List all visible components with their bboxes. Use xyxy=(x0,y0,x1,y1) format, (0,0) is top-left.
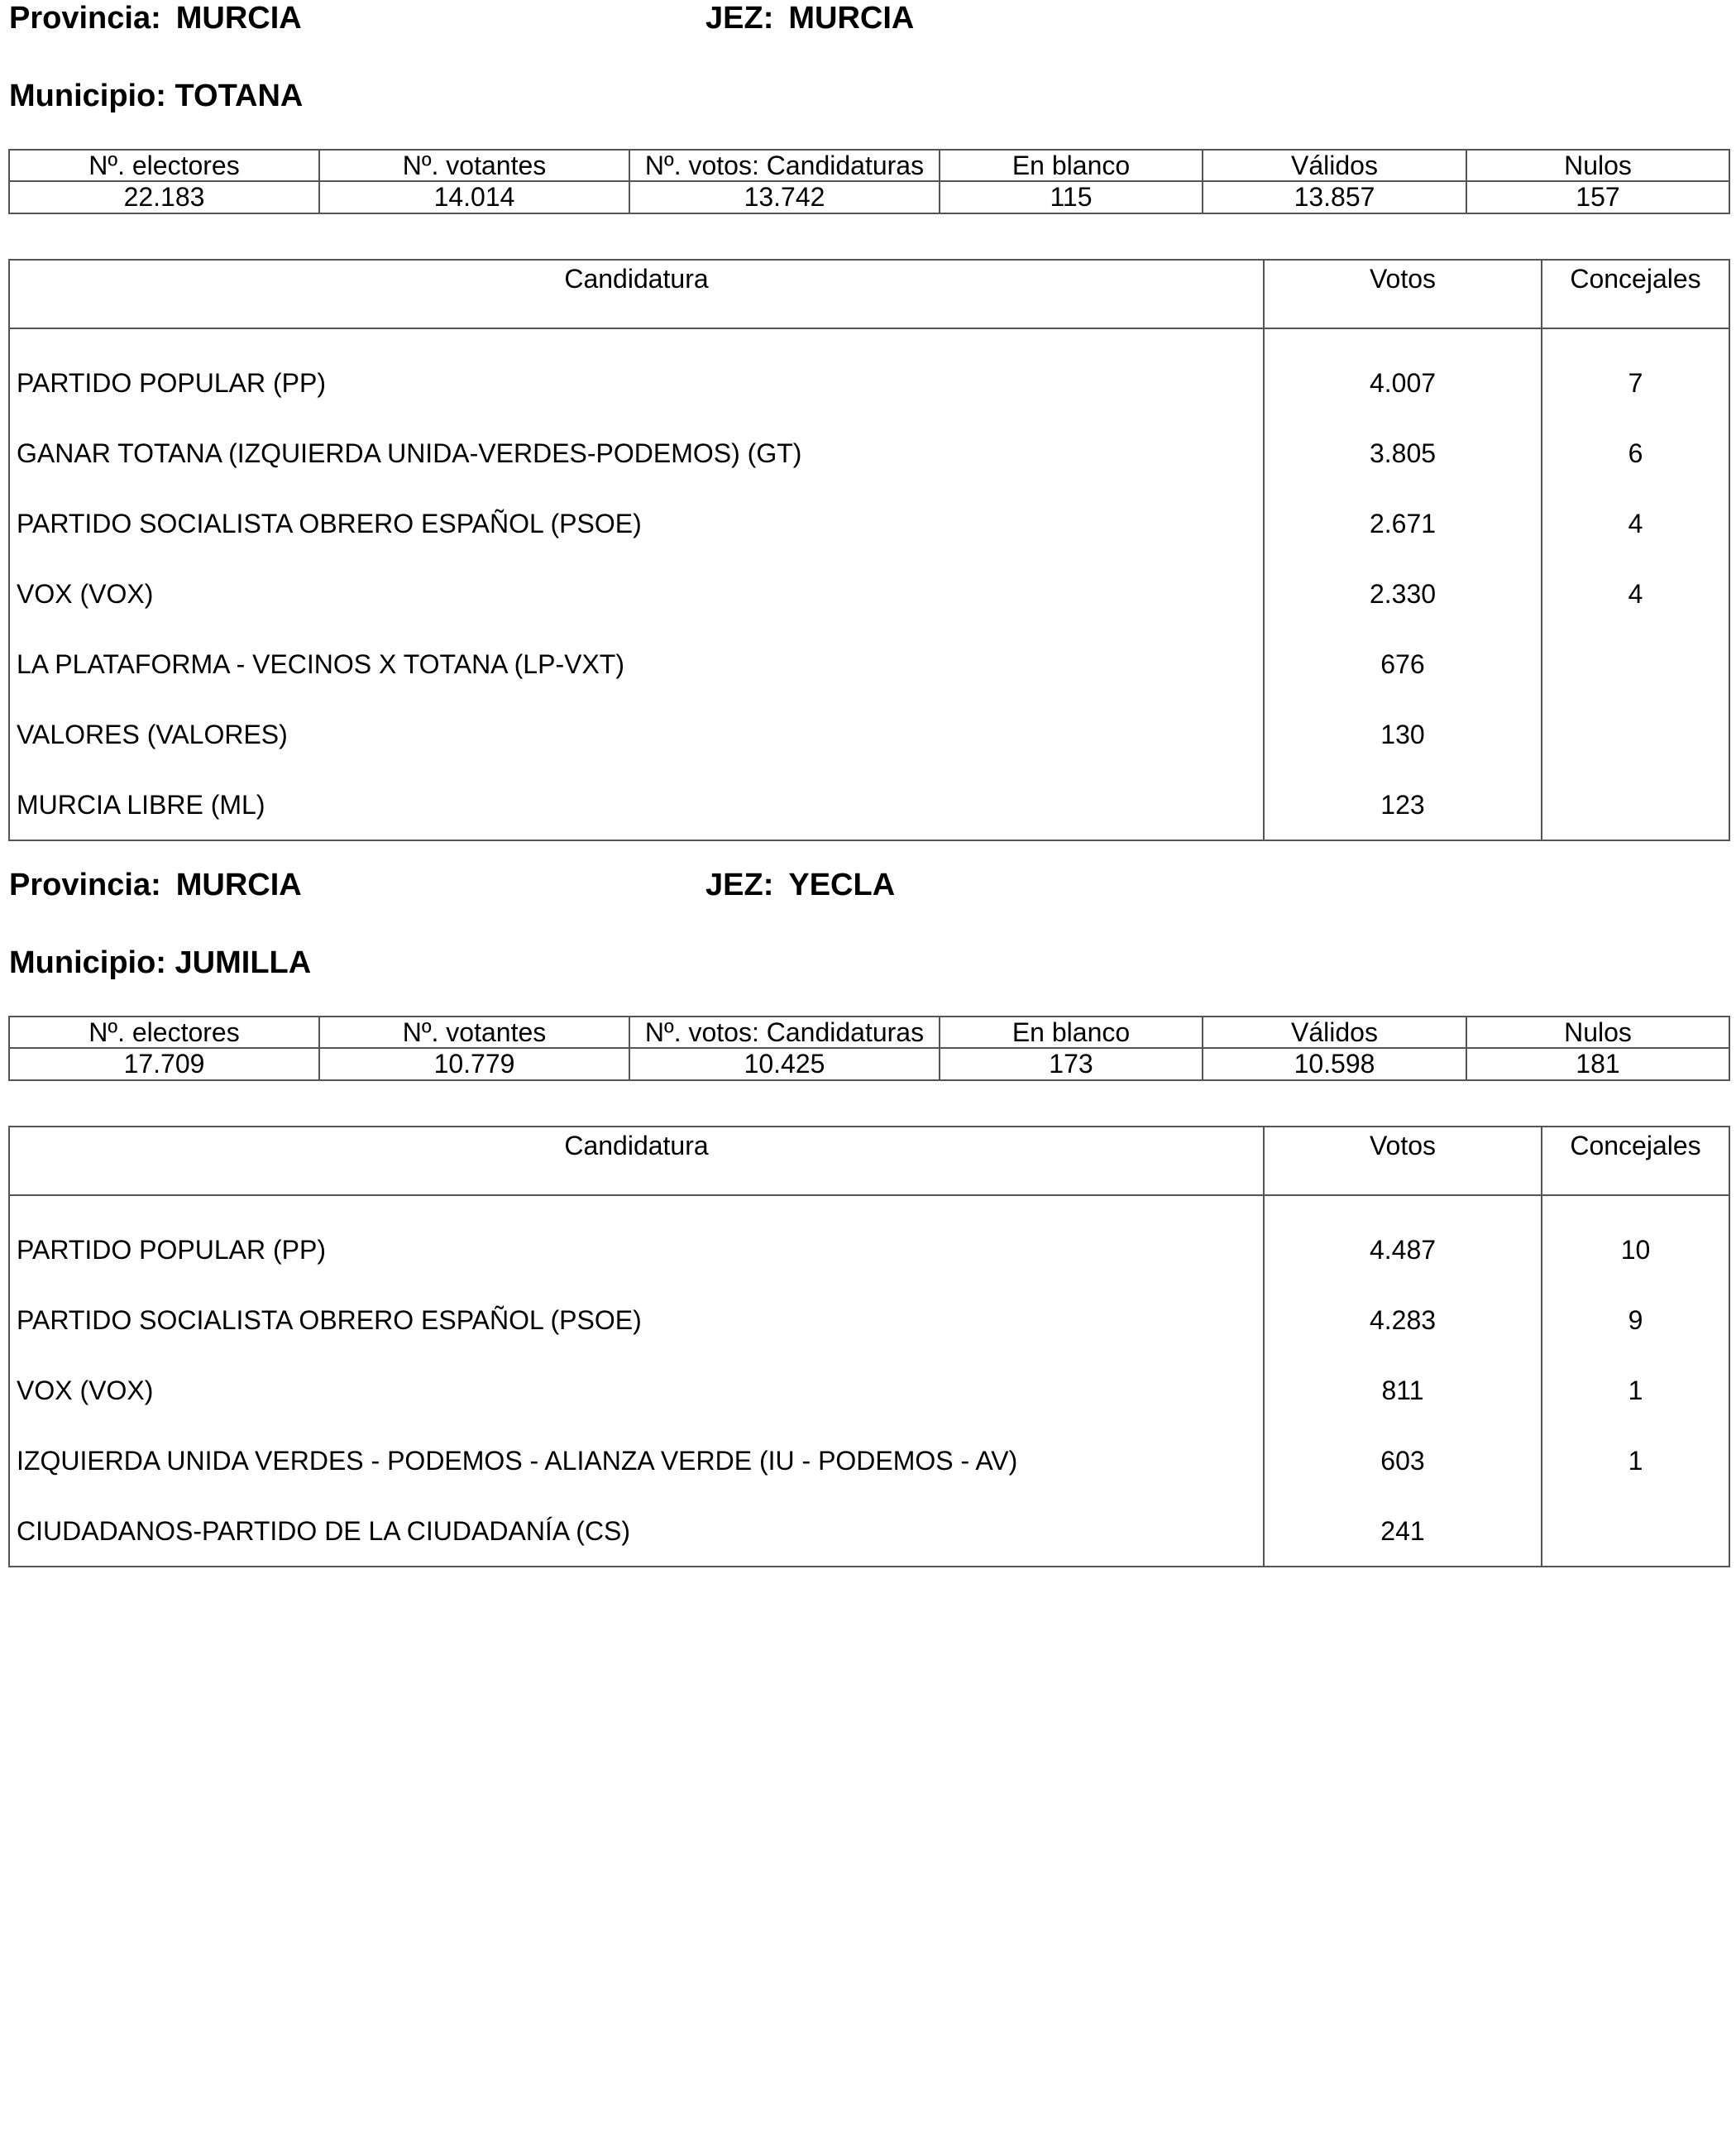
candidates-header-row xyxy=(9,1127,1729,1195)
candidate-votes: 2.330 xyxy=(1264,558,1542,629)
summary-value: 22.183 xyxy=(9,181,319,213)
table-row xyxy=(9,488,1729,558)
summary-value-row xyxy=(9,1048,1729,1080)
summary-header: Nulos xyxy=(1466,150,1729,181)
votos-header: Votos xyxy=(1264,260,1542,328)
summary-value: 157 xyxy=(1466,181,1729,213)
candidate-seats xyxy=(1542,1495,1729,1567)
summary-value: 173 xyxy=(940,1048,1203,1080)
candidate-name: CIUDADANOS-PARTIDO DE LA CIUDADANÍA (CS) xyxy=(9,1495,1264,1567)
summary-header: Nº. votos: Candidaturas xyxy=(629,1017,940,1048)
candidate-name: PARTIDO POPULAR (PP) xyxy=(9,328,1264,418)
summary-value: 13.857 xyxy=(1203,181,1466,213)
candidatura-header: Candidatura xyxy=(9,1127,1264,1195)
candidate-name: IZQUIERDA UNIDA VERDES - PODEMOS - ALIANZA VERDE (IU - PODEMOS - AV) xyxy=(9,1425,1264,1495)
candidate-seats: 10 xyxy=(1542,1195,1729,1285)
municipio-label: Municipio: xyxy=(9,945,166,980)
concejales-header: Concejales xyxy=(1542,1127,1729,1195)
candidate-name: VOX (VOX) xyxy=(9,1355,1264,1425)
jez-value: YECLA xyxy=(788,868,896,902)
jez-heading xyxy=(705,0,914,36)
candidate-votes: 4.007 xyxy=(1264,328,1542,418)
provincia-heading xyxy=(9,867,302,903)
summary-value-row xyxy=(9,181,1729,213)
candidate-name: VALORES (VALORES) xyxy=(9,699,1264,769)
candidate-votes: 4.487 xyxy=(1264,1195,1542,1285)
municipio-heading xyxy=(9,78,303,114)
candidate-name: MURCIA LIBRE (ML) xyxy=(9,769,1264,840)
candidate-votes: 3.805 xyxy=(1264,418,1542,488)
candidate-seats: 6 xyxy=(1542,418,1729,488)
candidate-seats: 4 xyxy=(1542,488,1729,558)
candidate-name: PARTIDO SOCIALISTA OBRERO ESPAÑOL (PSOE) xyxy=(9,1285,1264,1355)
candidate-seats xyxy=(1542,699,1729,769)
provincia-label: Provincia: xyxy=(9,868,161,902)
table-row xyxy=(9,1195,1729,1285)
candidate-votes: 603 xyxy=(1264,1425,1542,1495)
candidate-votes: 123 xyxy=(1264,769,1542,840)
summary-value: 181 xyxy=(1466,1048,1729,1080)
candidate-name: VOX (VOX) xyxy=(9,558,1264,629)
candidate-votes: 2.671 xyxy=(1264,488,1542,558)
municipio-heading xyxy=(9,945,311,981)
summary-header: Nº. votantes xyxy=(319,150,629,181)
municipio-value: TOTANA xyxy=(175,79,304,113)
summary-value: 115 xyxy=(940,181,1203,213)
candidate-seats xyxy=(1542,629,1729,699)
jez-value: MURCIA xyxy=(788,1,915,36)
municipio-value: JUMILLA xyxy=(175,945,312,980)
jez-heading xyxy=(705,867,895,903)
summary-value: 14.014 xyxy=(319,181,629,213)
jez-label: JEZ: xyxy=(705,868,774,902)
table-row xyxy=(9,769,1729,840)
concejales-header: Concejales xyxy=(1542,260,1729,328)
municipio-label: Municipio: xyxy=(9,79,166,113)
summary-header: Válidos xyxy=(1203,150,1466,181)
summary-header: Nulos xyxy=(1466,1017,1729,1048)
provincia-value: MURCIA xyxy=(175,1,302,36)
summary-value: 10.598 xyxy=(1203,1048,1466,1080)
candidate-votes: 4.283 xyxy=(1264,1285,1542,1355)
summary-value: 13.742 xyxy=(629,181,940,213)
provincia-value: MURCIA xyxy=(175,868,302,902)
jez-label: JEZ: xyxy=(705,1,774,36)
summary-header: En blanco xyxy=(940,1017,1203,1048)
candidate-name: PARTIDO SOCIALISTA OBRERO ESPAÑOL (PSOE) xyxy=(9,488,1264,558)
summary-header: Nº. votantes xyxy=(319,1017,629,1048)
candidate-name: PARTIDO POPULAR (PP) xyxy=(9,1195,1264,1285)
candidate-seats: 9 xyxy=(1542,1285,1729,1355)
summary-header: Nº. votos: Candidaturas xyxy=(629,150,940,181)
table-row xyxy=(9,558,1729,629)
candidates-table xyxy=(8,259,1730,841)
summary-value: 10.779 xyxy=(319,1048,629,1080)
summary-header: Válidos xyxy=(1203,1017,1466,1048)
candidate-votes: 676 xyxy=(1264,629,1542,699)
summary-header-row xyxy=(9,1017,1729,1048)
candidate-votes: 811 xyxy=(1264,1355,1542,1425)
provincia-label: Provincia: xyxy=(9,1,161,36)
table-row xyxy=(9,699,1729,769)
table-row xyxy=(9,328,1729,418)
summary-value: 17.709 xyxy=(9,1048,319,1080)
summary-value: 10.425 xyxy=(629,1048,940,1080)
candidate-seats: 7 xyxy=(1542,328,1729,418)
candidate-votes: 130 xyxy=(1264,699,1542,769)
candidate-seats: 4 xyxy=(1542,558,1729,629)
table-row xyxy=(9,1425,1729,1495)
candidatura-header: Candidatura xyxy=(9,260,1264,328)
summary-table xyxy=(8,149,1730,214)
candidate-name: LA PLATAFORMA - VECINOS X TOTANA (LP-VXT) xyxy=(9,629,1264,699)
candidate-seats xyxy=(1542,769,1729,840)
candidate-name: GANAR TOTANA (IZQUIERDA UNIDA-VERDES-PODEMOS) (GT) xyxy=(9,418,1264,488)
table-row xyxy=(9,418,1729,488)
table-row xyxy=(9,1355,1729,1425)
votos-header: Votos xyxy=(1264,1127,1542,1195)
table-row xyxy=(9,1495,1729,1567)
summary-header: Nº. electores xyxy=(9,1017,319,1048)
candidates-table xyxy=(8,1126,1730,1567)
summary-header-row xyxy=(9,150,1729,181)
table-row xyxy=(9,629,1729,699)
summary-header: Nº. electores xyxy=(9,150,319,181)
provincia-heading xyxy=(9,0,302,36)
summary-table xyxy=(8,1016,1730,1081)
table-row xyxy=(9,1285,1729,1355)
candidate-seats: 1 xyxy=(1542,1425,1729,1495)
summary-header: En blanco xyxy=(940,150,1203,181)
candidates-header-row xyxy=(9,260,1729,328)
candidate-votes: 241 xyxy=(1264,1495,1542,1567)
candidate-seats: 1 xyxy=(1542,1355,1729,1425)
